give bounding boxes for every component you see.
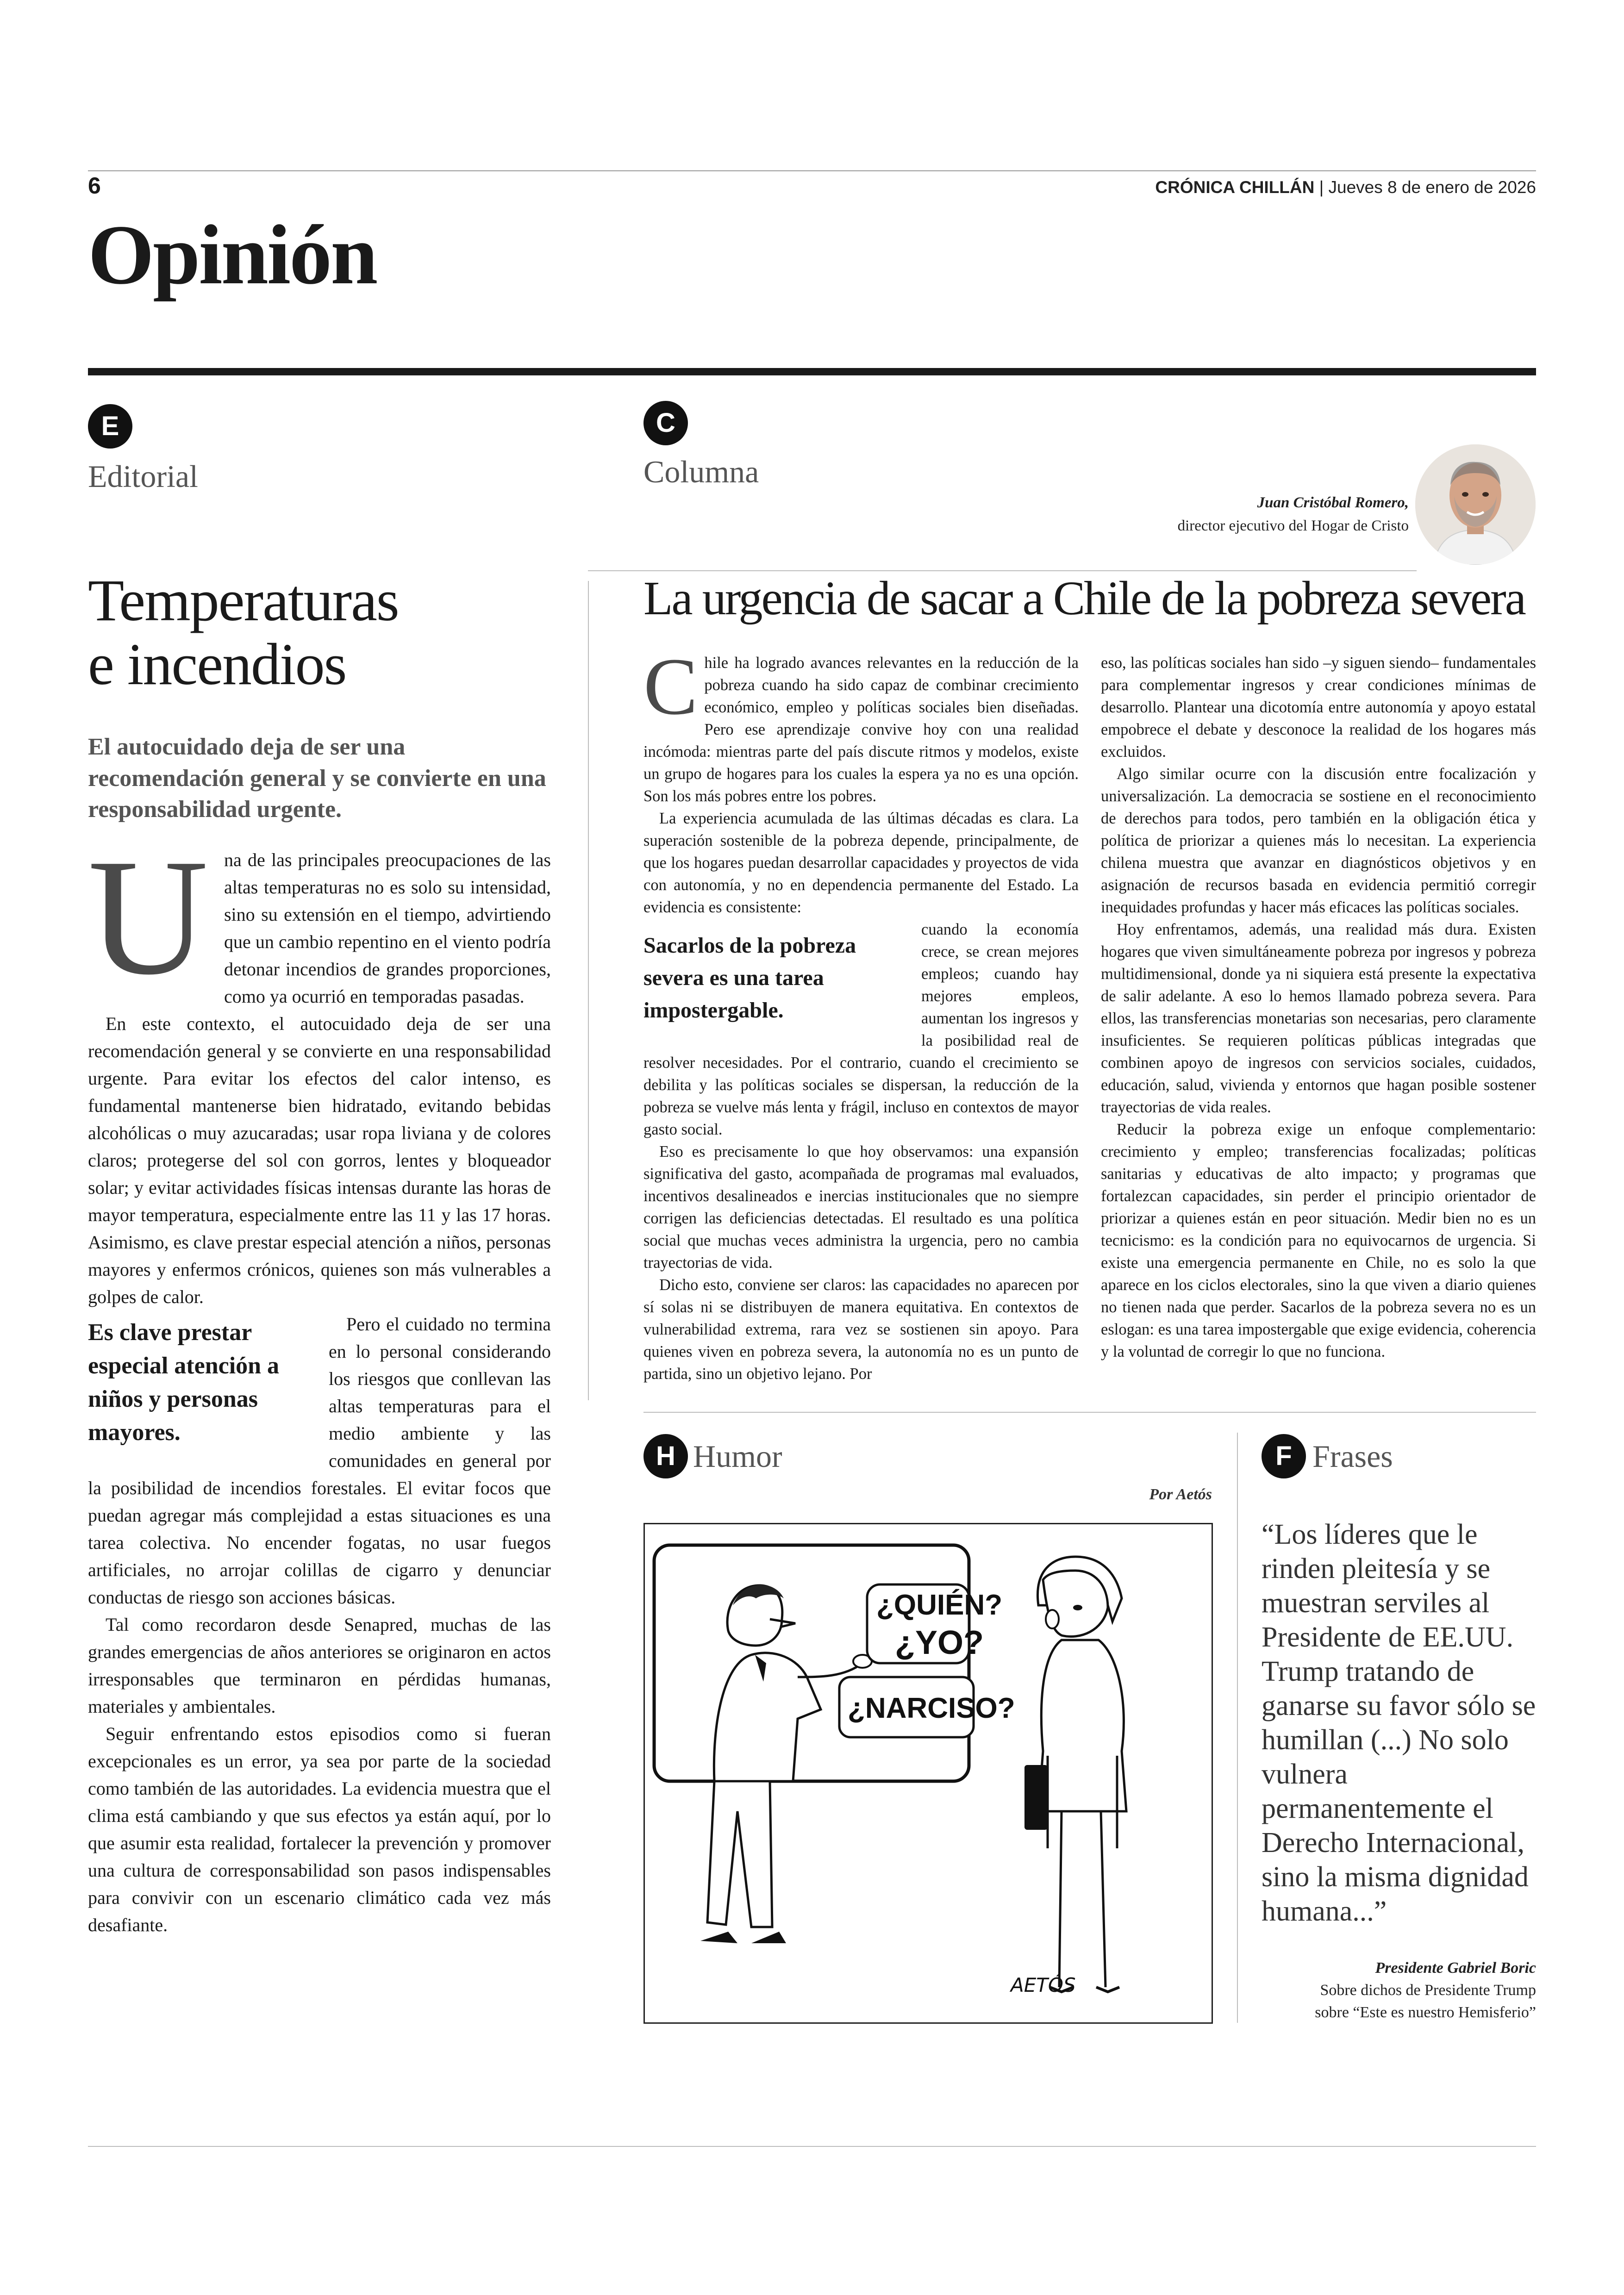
footer-rule (88, 2146, 1536, 2147)
humor-kicker: Humor (693, 1439, 782, 1474)
column-paragraph: Eso es precisamente lo que hoy observamos: una expansión significativa del gasto, acompañada de programas mal evaluados, incentivos desalineados e inercias institucionales que no siempre corrigen las deficiencias detectadas. El resultado es una política social que muchas veces administra la urgencia, pero no cambia trayectorias de vida. (643, 1143, 1079, 1272)
section-rule (88, 368, 1536, 375)
editorial-headline (88, 568, 574, 696)
editorial-paragraph: Seguir enfrentando estos episodios como si fueran excepcionales es un error, ya sea por parte de la sociedad como también de las autoridades. La evidencia muestra que el clima está cambiando y que sus efectos ya están aquí, por lo que asumir esta realidad, fortalecer la prevención y promover una cultura de corresponsabilidad son pasos indispensables para convivir con un escenario climático cada vez más desafiante. (88, 1723, 551, 1935)
humor-frases-divider (1237, 1433, 1238, 2023)
editorial-paragraph: En este contexto, el autocuidado deja de ser una recomendación general y se convierte en una responsabilidad urgente. Para evitar los efectos del calor intenso, es fundamental mantenerse bien hidratado, evitando bebidas alcohólicas o muy azucaradas; usar ropa liviana y de colores claros; protegerse del sol con gorros, lentes y bloqueador solar; y evitar actividades físicas intensas durante las horas de mayor temperatura, especialmente entre las 11 y las 17 horas. Asimismo, es clave prestar especial atención a niños, personas mayores y enfermos crónicos, quienes son más vulnerables a golpes de calor. (88, 1013, 551, 1307)
column-paragraph: Algo similar ocurre con la discusión entre focalización y universalización. La democracia se sostiene en el reconocimiento de derechos para todos, pero también en la obligación ética y política de priorizar a quienes más lo necesitan. La experiencia chilena muestra que avanzar en diagnósticos objetivos y en asignación de recursos basada en evidencia permitió corregir inequidades profundas y hacer más eficaces las políticas sociales. (1101, 765, 1536, 916)
publication-name: CRÓNICA CHILLÁN (1155, 178, 1315, 197)
masthead (1155, 178, 1536, 197)
column-lead-text: hile ha logrado avances relevantes en la reducción de la pobreza cuando ha sido capaz de combinar crecimiento económico, empleo y políticas sociales bien diseñadas. Pero ese aprendizaje convive hoy con una realidad incómoda: mientras parte del país discute ritmos y modelos, existe un grupo de hogares para los cuales la espera ya no es una opción. Son los más pobres entre los pobres. (643, 654, 1079, 805)
author-name: Juan Cristóbal Romero, (1257, 494, 1409, 511)
header-rule (88, 170, 1536, 171)
column-lead (643, 642, 1079, 807)
author-photo-icon (1415, 444, 1536, 565)
editorial-body (88, 824, 551, 1939)
frases-source (1315, 1957, 1536, 2024)
page-number: 6 (88, 173, 101, 199)
cartoon-bubble-quien: ¿QUIÉN? (876, 1589, 1003, 1621)
columna-kicker: Columna (643, 454, 759, 489)
cartoon-illustration (645, 1524, 1212, 2022)
frases-kicker: Frases (1312, 1439, 1393, 1474)
issue-date: Jueves 8 de enero de 2026 (1328, 178, 1536, 197)
frases-context-line1: Sobre dichos de Presidente Trump (1320, 1982, 1536, 1999)
column-byline (1178, 492, 1409, 537)
column-body-left (643, 642, 1079, 1385)
column-divider-top (588, 581, 589, 1400)
column-paragraph: La experiencia acumulada de las últimas décadas es clara. La superación sostenible de la pobreza depende, principalmente, de que los hogares puedan desarrollar capacidades y proyectos de vida con autonomía, y no en dependencia permanente del Estado. La evidencia es consistente: (643, 810, 1079, 916)
editorial-kicker: Editorial (88, 459, 198, 494)
column-paragraph: Hoy enfrentamos, además, una realidad más dura. Existen hogares que viven simultáneamente pobreza por ingresos y pobreza multidimensional, donde ya ni siquiera está presente la expectativa de salir adelante. A eso lo hemos llamado pobreza severa. Para ellos, las transferencias monetarias son necesarias, pero claramente insuficientes. Se requieren políticas públicas integradas que combinen apoyo de ingresos con servicios sociales, cuidados, educación, salud, vivienda y entornos que hagan posible sostener trayectorias de vida reales. (1101, 921, 1536, 1116)
editorial-headline-line2: e incendios (88, 631, 346, 698)
frases-quote: “Los líderes que le rinden pleitesía y se muestran serviles al Presidente de EE.UU. Trump tratando de ganarse su favor sólo se humillan (...) No solo vulnera permanentemente el Derecho Internacional, sino la misma dignidad humana...” (1262, 1519, 1536, 1927)
humor-credit: Por Aetós (1149, 1486, 1212, 1503)
section-title: Opinión (88, 207, 377, 302)
masthead-separator: | (1314, 178, 1329, 197)
author-title: director ejecutivo del Hogar de Cristo (1177, 517, 1409, 534)
cartoon-signature: AETÓS (1011, 1974, 1076, 1996)
editorial-headline-line1: Temperaturas (88, 568, 399, 633)
editorial-badge: E (88, 404, 132, 449)
column-paragraph: eso, las políticas sociales han sido –y siguen siendo– fundamentales para complementar ingresos y crear condiciones mínimas de desarrollo. Plantear una dicotomía entre autonomía y apoyo estatal empobrece el debate y desconoce la realidad de los hogares más excluidos. (1101, 654, 1536, 761)
column-paragraph: Dicho esto, conviene ser claros: las capacidades no aparecen por sí solas ni se distribuyen de manera equitativa. En contextos de vulnerabilidad extrema, rara vez se sostienen sin apoyo. Para quienes viven en pobreza severa, la autonomía no es un punto de partida, sino un objetivo lejano. Por (643, 1276, 1079, 1383)
column-headline: La urgencia de sacar a Chile de la pobreza severa (643, 572, 1525, 625)
editorial-deck: El autocuidado deja de ser una recomendación general y se convierte en una responsabilidad urgente. (88, 734, 546, 823)
column-pullquote: Sacarlos de la pobreza severa es una tarea impostergable. (643, 933, 856, 1023)
editorial-lead (88, 824, 551, 1010)
cartoon-bubble-narciso: ¿NARCISO? (848, 1692, 1015, 1724)
editorial-dropcap: U (88, 824, 208, 1009)
cartoon-bubble-yo: ¿YO? (895, 1624, 984, 1661)
column-dropcap: C (643, 642, 698, 732)
author-portrait (1415, 444, 1536, 565)
column-paragraph: Reducir la pobreza exige un enfoque complementario: crecimiento y empleo; transferencias focalizadas; políticas sanitarias y educativas de alto impacto; y programas que fortalezcan capacidades, sin perder el principio orientador de priorizar a quienes están en peor situación. Medir bien no es un tecnicismo: es la condición para no equivocarnos de urgencia. Si existe una emergencia permanente en Chile, no es solo la que aparece en los ciclos electorales, sino la que viven a diario quienes no tienen nada que perder. Sacarlos de la pobreza severa no es un eslogan: es una tarea impostergable que exige evidencia, coherencia y la voluntad de corregir lo que no funciona. (1101, 1121, 1536, 1360)
editorial-lead-text: na de las principales preocupaciones de las altas temperaturas no es solo su intensidad, sino su extensión en el tiempo, advirtiendo que un cambio repentino en el viento podría detonar incendios de grandes proporciones, como ya ocurrió en temporadas pasadas. (224, 849, 551, 1007)
frases-context-line2: sobre “Este es nuestro Hemisferio” (1315, 2004, 1536, 2021)
frases-speaker: Presidente Gabriel Boric (1375, 1959, 1536, 1977)
columna-badge: C (643, 401, 688, 445)
editorial-paragraph: Pero el cuidado no termina en lo personal considerando los riesgos que conllevan las altas temperaturas para el medio ambiente y las comunidades en general por la posibilidad de incendios forestales. El evitar focos que puedan agregar más complejidad a estas situaciones es una tarea colectiva. No encender fogatas, no usar fuegos artificiales, no arrojar colillas de cigarro y denunciar conductas de riesgo son acciones básicas. (88, 1314, 551, 1608)
column-bottom-rule (643, 1412, 1536, 1413)
byline-rule (588, 570, 1417, 571)
editorial-pullquote: Es clave prestar especial atención a niños y personas mayores. (88, 1319, 280, 1446)
column-paragraph: cuando la economía crece, se crean mejores empleos; cuando hay mejores empleos, aumentan los ingresos y la posibilidad real de resolver necesidades. Por el contrario, cuando el crecimiento se debilita y las políticas sociales se dispersan, la reducción de la pobreza se vuelve más lenta y frágil, incluso en contextos de mayor gasto social. (643, 921, 1079, 1138)
humor-cartoon (643, 1523, 1213, 2024)
column-body-right (1101, 652, 1536, 1363)
humor-badge: H (643, 1434, 688, 1478)
editorial-paragraph: Tal como recordaron desde Senapred, muchas de las grandes emergencias de años anteriores se originaron en actos irresponsables que terminaron en pérdidas humanas, materiales y ambientales. (88, 1614, 551, 1717)
frases-badge: F (1262, 1434, 1306, 1478)
